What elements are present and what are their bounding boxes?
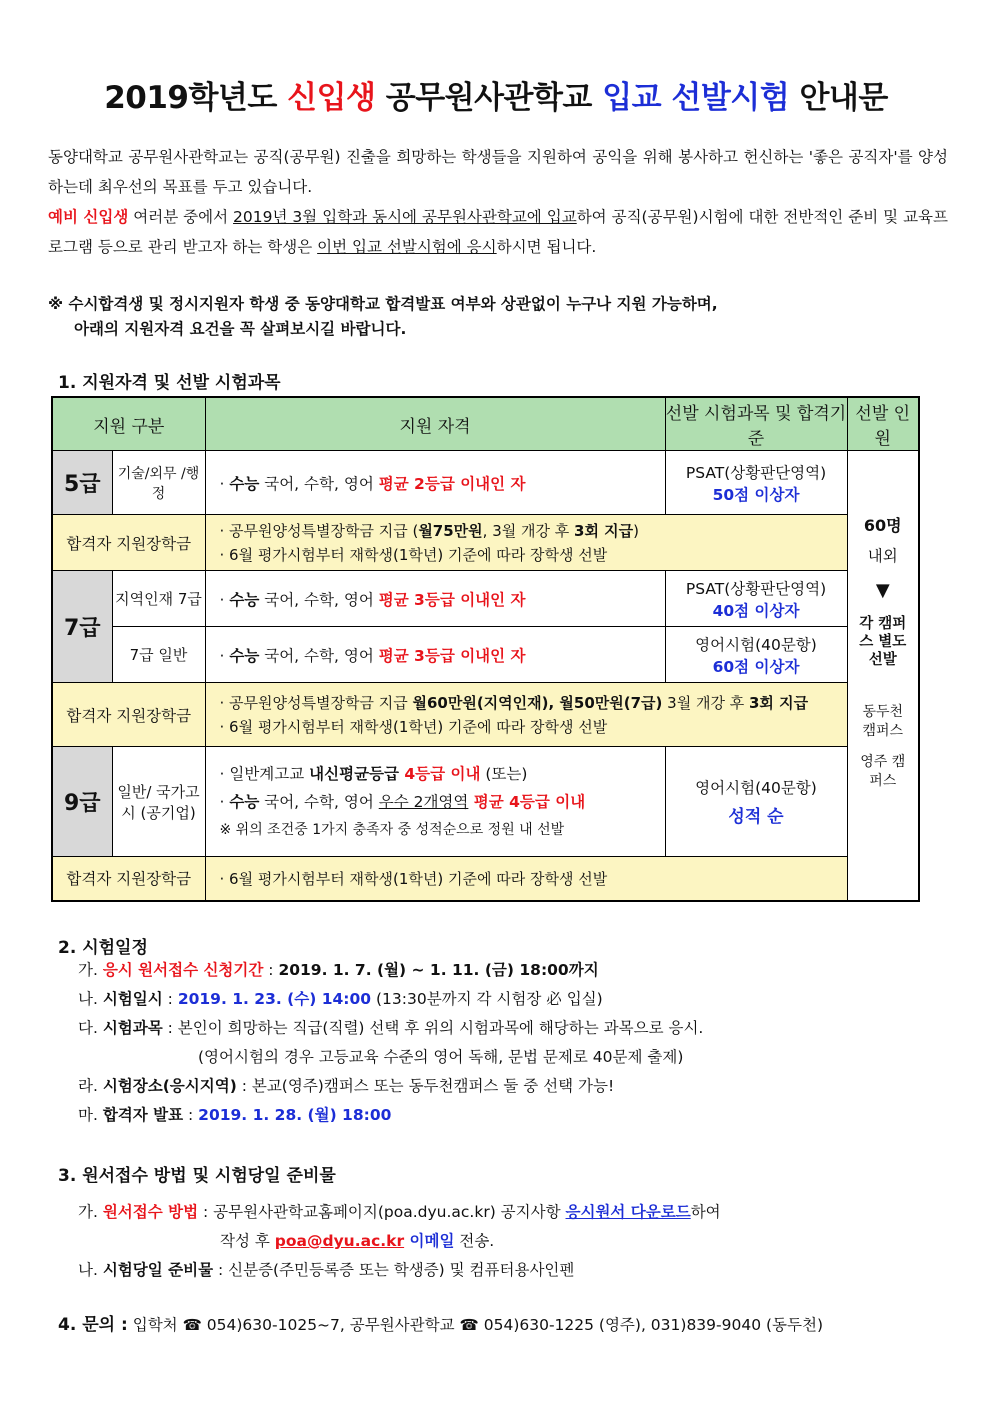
schedule-item-d: 라. 시험장소(응시지역) : 본교(영주)캠퍼스 또는 동두천캠퍼스 둘 중 선택 가능! — [78, 1077, 615, 1095]
intro-paragraph-2: 예비 신입생 여러분 중에서 2019년 3월 입학과 동시에 공무원사관학교에 입교하여 공직(공무원)시험에 대한 전반적인 준비 및 교육프로그램 등으로 관리 받고자 하는 학생은 이번 입교 선발시험에 응시하시면 됩니다. — [48, 208, 948, 256]
grade-5-qualification: · 수능 국어, 수학, 영어 평균 2등급 이내인 자 — [205, 451, 665, 515]
grade-5-exam: PSAT(상황판단영역) 50점 이상자 — [665, 451, 847, 515]
apply-item-a: 가. 원서접수 방법 : 공무원사관학교홈페이지(poa.dyu.ac.kr) 공지사항 응시원서 다운로드하여 — [78, 1203, 721, 1221]
page-title: 2019학년도 신입생 공무원사관학교 입교 선발시험 안내문 — [104, 80, 888, 116]
schedule-item-a: 가. 응시 원서접수 신청기간 : 2019. 1. 7. (월) ~ 1. 11. (금) 18:00까지 — [78, 961, 599, 979]
scholarship-5-detail: · 공무원양성특별장학금 지급 (월75만원, 3월 개강 후 3회 지급) · 6월 평가시험부터 재학생(1학년) 기준에 따라 장학생 선발 — [205, 515, 847, 571]
grade-7-type-general: 7급 일반 — [112, 627, 205, 683]
header-quota: 선발 인원 — [847, 397, 919, 451]
section-heading-2: 2. 시험일정 — [58, 938, 148, 958]
grade-9-exam: 영어시험(40문항) 성적 순 — [665, 747, 847, 857]
grade-7-exam-2: 영어시험(40문항) 60점 이상자 — [665, 627, 847, 683]
quota-cell: 60명 내외 ▼ 각 캠퍼스 별도 선발 동두천 캠퍼스 영주 캠퍼스 — [847, 451, 919, 901]
intro-paragraph-1: 동양대학교 공무원사관학교는 공직(공무원) 진출을 희망하는 학생들을 지원하여 공익을 위해 봉사하고 헌신하는 '좋은 공직자'를 양성하는데 최우선의 목표를 두고 있습니다. — [48, 148, 948, 196]
apply-list: 가. 원서접수 방법 : 공무원사관학교홈페이지(poa.dyu.ac.kr) 공지사항 응시원서 다운로드하여 작성 후 poa@dyu.ac.kr 이메일 전송. 나. 시험당일 준비물 : 신분증(주민등록증 또는 학생증) 및 컴퓨터용사인펜 — [78, 1198, 721, 1285]
scholarship-9-label: 합격자 지원장학금 — [52, 857, 205, 901]
header-qualification: 지원 자격 — [205, 397, 665, 451]
grade-9-type: 일반/ 국가고시 (공기업) — [112, 747, 205, 857]
schedule-list: 가. 응시 원서접수 신청기간 : 2019. 1. 7. (월) ~ 1. 11. (금) 18:00까지 나. 시험일시 : 2019. 1. 23. (수) 14:00 (13:30분까지 각 시험장 必 입실) 다. 시험과목 : 본인이 희망하는 직급(직렬) 선택 후 위의 시험과목에 해당하는 과목으로 응시. (영어시험의 경우 고등교육 수준의 영어 독해, 문법 문제로 40문제 출제) 라. 시험장소(응시지역) : 본교(영주)캠퍼스 또는 동두천캠퍼스 둘 중 선택 가능! 마. 합격자 발표 : 2019. 1. 28. (월) 18:00 — [78, 956, 703, 1130]
scholarship-7-detail: · 공무원양성특별장학금 지급 월60만원(지역인재), 월50만원(7급) 3월 개강 후 3회 지급 · 6월 평가시험부터 재학생(1학년) 기준에 따라 장학생 선발 — [205, 683, 847, 747]
email-link[interactable]: poa@dyu.ac.kr — [274, 1232, 405, 1250]
header-category: 지원 구분 — [52, 397, 205, 451]
grade-7-qualification-1: · 수능 국어, 수학, 영어 평균 3등급 이내인 자 — [205, 571, 665, 627]
contact-info: 4. 문의 : 입학처 ☎ 054)630-1025~7, 공무원사관학교 ☎ 054)630-1225 (영주), 031)839-9040 (동두천) — [58, 1315, 824, 1335]
qualification-table — [51, 396, 920, 902]
grade-9-qualification: · 일반계고교 내신평균등급 4등급 이내 (또는) · 수능 국어, 수학, 영어 우수 2개영역 평균 4등급 이내 ※ 위의 조건중 1가지 충족자 중 성적순으로 정원 내 선발 — [205, 747, 665, 857]
grade-5: 5급 — [52, 451, 112, 515]
scholarship-5-label: 합격자 지원장학금 — [52, 515, 205, 571]
grade-7-exam-1: PSAT(상황판단영역) 40점 이상자 — [665, 571, 847, 627]
grade-7-qualification-2: · 수능 국어, 수학, 영어 평균 3등급 이내인 자 — [205, 627, 665, 683]
grade-7: 7급 — [52, 571, 112, 683]
schedule-item-b: 나. 시험일시 : 2019. 1. 23. (수) 14:00 (13:30분까지 각 시험장 必 입실) — [78, 990, 603, 1008]
header-exam: 선발 시험과목 및 합격기준 — [665, 397, 847, 451]
grade-5-type: 기술/외무 /행정 — [112, 451, 205, 515]
schedule-item-e: 마. 합격자 발표 : 2019. 1. 28. (월) 18:00 — [78, 1106, 392, 1124]
section-heading-1: 1. 지원자격 및 선발 시험과목 — [58, 373, 281, 393]
notice: ※ 수시합격생 및 정시지원자 학생 중 동양대학교 합격발표 여부와 상관없이 누구나 지원 가능하며, 아래의 지원자격 요건을 꼭 살펴보시길 바랍니다. — [48, 295, 718, 338]
download-link[interactable]: 응시원서 다운로드 — [565, 1203, 691, 1221]
apply-item-b: 나. 시험당일 준비물 : 신분증(주민등록증 또는 학생증) 및 컴퓨터용사인펜 — [78, 1261, 575, 1279]
schedule-item-c: 다. 시험과목 : 본인이 희망하는 직급(직렬) 선택 후 위의 시험과목에 해당하는 과목으로 응시. — [78, 1019, 704, 1037]
grade-9: 9급 — [52, 747, 112, 857]
arrow-down-icon: ▼ — [875, 580, 890, 601]
grade-7-type-regional: 지역인재 7급 — [112, 571, 205, 627]
scholarship-7-label: 합격자 지원장학금 — [52, 683, 205, 747]
scholarship-9-detail: · 6월 평가시험부터 재학생(1학년) 기준에 따라 장학생 선발 — [205, 857, 847, 901]
section-heading-3: 3. 원서접수 방법 및 시험당일 준비물 — [58, 1166, 336, 1186]
